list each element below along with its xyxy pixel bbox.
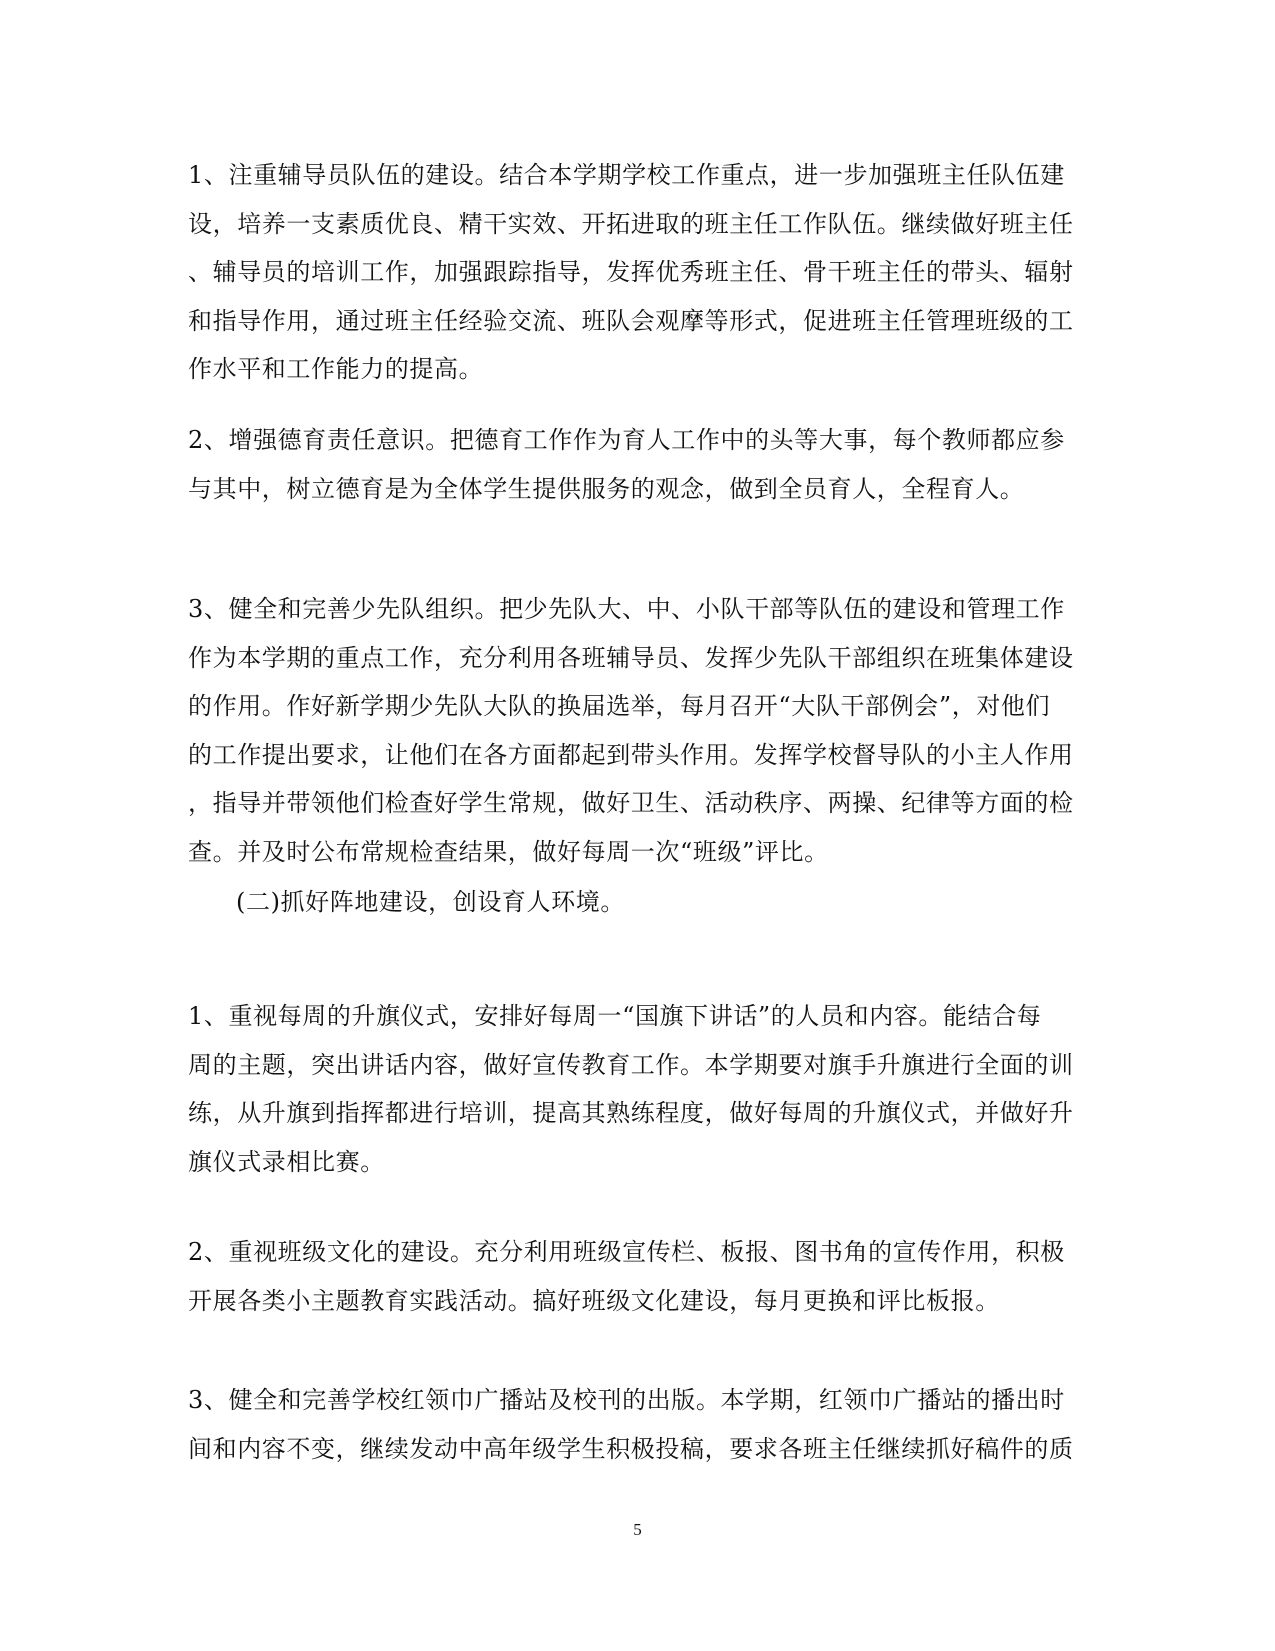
text-line: 作为本学期的重点工作，充分利用各班辅导员、发挥少先队干部组织在班集体建设 (188, 643, 1074, 672)
text-line: 练，从升旗到指挥都进行培训，提高其熟练程度，做好每周的升旗仪式，并做好升 (188, 1099, 1074, 1127)
paragraph-counselor-team (188, 151, 1094, 394)
text-line: 2、增强德育责任意识。把德育工作作为育人工作中的头等大事，每个教师都应参 (188, 426, 1065, 454)
text-line: 设，培养一支素质优良、精干实效、开拓进取的班主任工作队伍。继续做好班主任 (188, 209, 1074, 238)
paragraph-flag-ceremony (188, 992, 1094, 1186)
text-line: 与其中，树立德育是为全体学生提供服务的观念，做到全员育人，全程育人。 (188, 474, 1025, 503)
text-line: 2、重视班级文化的建设。充分利用班级宣传栏、板报、图书角的宣传作用，积极 (188, 1238, 1065, 1266)
text-line: 的作用。作好新学期少先队大队的换届选举，每月召开“大队干部例会”，对他们 (188, 692, 1051, 720)
text-line: 间和内容不变，继续发动中高年级学生积极投稿，要求各班主任继续抓好稿件的质 (188, 1434, 1074, 1463)
text-line: 1、注重辅导员队伍的建设。结合本学期学校工作重点，进一步加强班主任队伍建 (188, 161, 1065, 189)
text-line: 的工作提出要求，让他们在各方面都起到带头作用。发挥学校督导队的小主人作用 (188, 740, 1074, 769)
text-line: 周的主题，突出讲话内容，做好宣传教育工作。本学期要对旗手升旗进行全面的训 (188, 1050, 1074, 1079)
text-line: 旗仪式录相比赛。 (188, 1147, 385, 1176)
text-line: 开展各类小主题教育实践活动。搞好班级文化建设，每月更换和评比板报。 (188, 1286, 1000, 1315)
text-line: 3、健全和完善少先队组织。把少先队大、中、小队干部等队伍的建设和管理工作 (188, 595, 1065, 623)
text-line: 和指导作用，通过班主任经验交流、班队会观摩等形式，促进班主任管理班级的工 (188, 306, 1074, 335)
paragraph-broadcast-station (188, 1376, 1094, 1473)
page-number: 5 (633, 1520, 642, 1539)
paragraph-class-culture (188, 1228, 1094, 1325)
paragraph-moral-responsibility (188, 416, 1094, 513)
text-line: 、辅导员的培训工作，加强跟踪指导，发挥优秀班主任、骨干班主任的带头、辐射 (188, 258, 1074, 286)
text-line: 作水平和工作能力的提高。 (188, 355, 484, 383)
text-line: 3、健全和完善学校红领巾广播站及校刊的出版。本学期，红领巾广播站的播出时 (188, 1386, 1065, 1414)
text-line: ，指导并带领他们检查好学生常规，做好卫生、活动秩序、两操、纪律等方面的检 (188, 789, 1074, 817)
text-line: 1、重视每周的升旗仪式，安排好每周一“国旗下讲话”的人员和内容。能结合每 (188, 1002, 1042, 1030)
paragraph-young-pioneers (188, 585, 1094, 876)
section-subheading: (二)抓好阵地建设，创设育人环境。 (236, 888, 625, 916)
text-line: 查。并及时公布常规检查结果，做好每周一次“班级”评比。 (188, 837, 829, 866)
